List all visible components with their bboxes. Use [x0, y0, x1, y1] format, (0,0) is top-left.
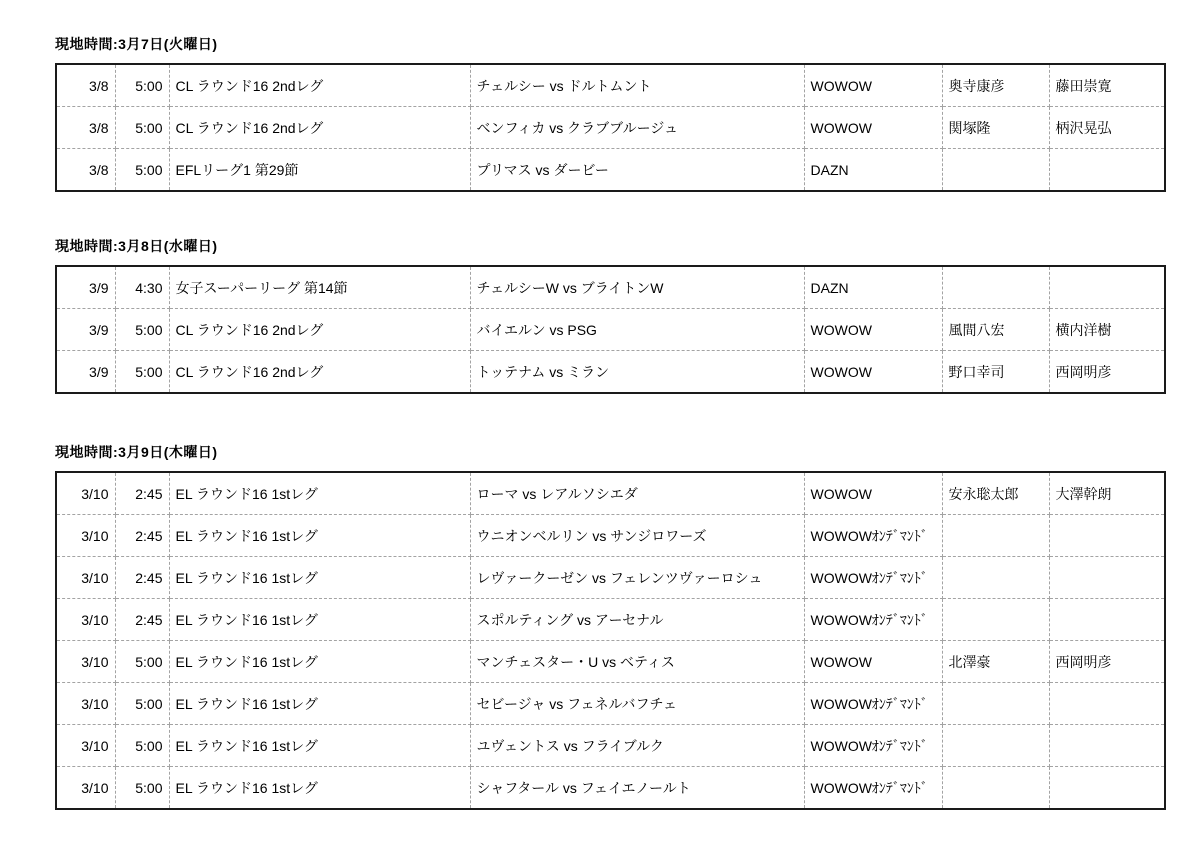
- schedule-table-mar9: [55, 471, 1166, 810]
- schedule-row: [56, 725, 1165, 767]
- schedule-row: [56, 107, 1165, 149]
- broadcaster-cell: WOWOWｵﾝﾃﾞﾏﾝﾄﾞ: [804, 515, 942, 557]
- time-cell: 5:00: [115, 767, 169, 810]
- time-cell: 2:45: [115, 515, 169, 557]
- commentator-cell: [942, 767, 1049, 810]
- match-cell: ローマ vs レアルソシエダ: [470, 472, 804, 515]
- competition-cell: CL ラウンド16 2ndレグ: [169, 107, 470, 149]
- time-cell: 5:00: [115, 149, 169, 192]
- date-cell: 3/10: [56, 599, 115, 641]
- time-cell: 5:00: [115, 351, 169, 394]
- broadcaster-cell: WOWOW: [804, 309, 942, 351]
- commentator-cell: 野口幸司: [942, 351, 1049, 394]
- commentator-cell: [942, 266, 1049, 309]
- date-cell: 3/9: [56, 351, 115, 394]
- broadcaster-cell: WOWOWｵﾝﾃﾞﾏﾝﾄﾞ: [804, 557, 942, 599]
- competition-cell: EL ラウンド16 1stレグ: [169, 683, 470, 725]
- time-cell: 5:00: [115, 725, 169, 767]
- schedule-row: [56, 64, 1165, 107]
- commentator-cell: [942, 725, 1049, 767]
- broadcaster-cell: WOWOWｵﾝﾃﾞﾏﾝﾄﾞ: [804, 599, 942, 641]
- schedule-row: [56, 149, 1165, 192]
- announcer-cell: 西岡明彦: [1049, 351, 1165, 394]
- date-cell: 3/8: [56, 149, 115, 192]
- competition-cell: EL ラウンド16 1stレグ: [169, 641, 470, 683]
- competition-cell: CL ラウンド16 2ndレグ: [169, 351, 470, 394]
- competition-cell: CL ラウンド16 2ndレグ: [169, 64, 470, 107]
- announcer-cell: [1049, 266, 1165, 309]
- broadcaster-cell: WOWOWｵﾝﾃﾞﾏﾝﾄﾞ: [804, 725, 942, 767]
- match-cell: バイエルン vs PSG: [470, 309, 804, 351]
- commentator-cell: 関塚隆: [942, 107, 1049, 149]
- announcer-cell: [1049, 767, 1165, 810]
- announcer-cell: 大澤幹朗: [1049, 472, 1165, 515]
- schedule-row: [56, 767, 1165, 810]
- match-cell: シャフタール vs フェイエノールト: [470, 767, 804, 810]
- date-cell: 3/10: [56, 767, 115, 810]
- competition-cell: 女子スーパーリーグ 第14節: [169, 266, 470, 309]
- broadcaster-cell: DAZN: [804, 149, 942, 192]
- time-cell: 2:45: [115, 599, 169, 641]
- schedule-section-mar7: [55, 36, 1164, 192]
- schedule-row: [56, 351, 1165, 394]
- date-cell: 3/10: [56, 472, 115, 515]
- match-cell: チェルシーW vs ブライトンW: [470, 266, 804, 309]
- match-cell: トッテナム vs ミラン: [470, 351, 804, 394]
- schedule-row: [56, 683, 1165, 725]
- schedule-row: [56, 641, 1165, 683]
- commentator-cell: 安永聡太郎: [942, 472, 1049, 515]
- date-cell: 3/10: [56, 725, 115, 767]
- announcer-cell: 横内洋樹: [1049, 309, 1165, 351]
- date-cell: 3/8: [56, 107, 115, 149]
- broadcaster-cell: WOWOW: [804, 107, 942, 149]
- commentator-cell: 北澤豪: [942, 641, 1049, 683]
- announcer-cell: [1049, 599, 1165, 641]
- match-cell: チェルシー vs ドルトムント: [470, 64, 804, 107]
- competition-cell: CL ラウンド16 2ndレグ: [169, 309, 470, 351]
- date-cell: 3/8: [56, 64, 115, 107]
- schedule-row: [56, 472, 1165, 515]
- commentator-cell: [942, 149, 1049, 192]
- announcer-cell: 西岡明彦: [1049, 641, 1165, 683]
- time-cell: 5:00: [115, 683, 169, 725]
- match-cell: ベンフィカ vs クラブブルージュ: [470, 107, 804, 149]
- competition-cell: EL ラウンド16 1stレグ: [169, 767, 470, 810]
- announcer-cell: 藤田崇寛: [1049, 64, 1165, 107]
- schedule-section-mar8: [55, 238, 1164, 394]
- date-cell: 3/10: [56, 641, 115, 683]
- commentator-cell: [942, 683, 1049, 725]
- competition-cell: EL ラウンド16 1stレグ: [169, 557, 470, 599]
- competition-cell: EL ラウンド16 1stレグ: [169, 725, 470, 767]
- broadcaster-cell: DAZN: [804, 266, 942, 309]
- announcer-cell: 柄沢晃弘: [1049, 107, 1165, 149]
- time-cell: 5:00: [115, 641, 169, 683]
- match-cell: スポルティング vs アーセナル: [470, 599, 804, 641]
- announcer-cell: [1049, 149, 1165, 192]
- local-time-heading: 現地時間:3月9日(木曜日): [55, 444, 218, 460]
- date-cell: 3/10: [56, 683, 115, 725]
- commentator-cell: [942, 557, 1049, 599]
- broadcaster-cell: WOWOW: [804, 472, 942, 515]
- schedule-table-mar8: [55, 265, 1166, 394]
- announcer-cell: [1049, 557, 1165, 599]
- commentator-cell: 奥寺康彦: [942, 64, 1049, 107]
- time-cell: 5:00: [115, 64, 169, 107]
- date-cell: 3/10: [56, 557, 115, 599]
- time-cell: 5:00: [115, 107, 169, 149]
- local-time-heading: 現地時間:3月8日(水曜日): [55, 238, 218, 254]
- competition-cell: EL ラウンド16 1stレグ: [169, 599, 470, 641]
- time-cell: 2:45: [115, 472, 169, 515]
- schedule-table-mar7: [55, 63, 1166, 192]
- match-cell: マンチェスター・U vs ベティス: [470, 641, 804, 683]
- time-cell: 5:00: [115, 309, 169, 351]
- competition-cell: EL ラウンド16 1stレグ: [169, 515, 470, 557]
- broadcaster-cell: WOWOW: [804, 351, 942, 394]
- time-cell: 2:45: [115, 557, 169, 599]
- schedule-row: [56, 599, 1165, 641]
- date-cell: 3/10: [56, 515, 115, 557]
- commentator-cell: 風間八宏: [942, 309, 1049, 351]
- date-cell: 3/9: [56, 266, 115, 309]
- match-cell: ウニオンベルリン vs サンジロワーズ: [470, 515, 804, 557]
- commentator-cell: [942, 599, 1049, 641]
- schedule-section-mar9: [55, 444, 1164, 810]
- match-cell: ユヴェントス vs フライブルク: [470, 725, 804, 767]
- commentator-cell: [942, 515, 1049, 557]
- announcer-cell: [1049, 725, 1165, 767]
- announcer-cell: [1049, 515, 1165, 557]
- announcer-cell: [1049, 683, 1165, 725]
- broadcaster-cell: WOWOW: [804, 64, 942, 107]
- broadcaster-cell: WOWOWｵﾝﾃﾞﾏﾝﾄﾞ: [804, 683, 942, 725]
- competition-cell: EFLリーグ1 第29節: [169, 149, 470, 192]
- time-cell: 4:30: [115, 266, 169, 309]
- competition-cell: EL ラウンド16 1stレグ: [169, 472, 470, 515]
- schedule-row: [56, 266, 1165, 309]
- broadcaster-cell: WOWOW: [804, 641, 942, 683]
- broadcaster-cell: WOWOWｵﾝﾃﾞﾏﾝﾄﾞ: [804, 767, 942, 810]
- schedule-row: [56, 309, 1165, 351]
- match-cell: レヴァークーゼン vs フェレンツヴァーロシュ: [470, 557, 804, 599]
- local-time-heading: 現地時間:3月7日(火曜日): [55, 36, 218, 52]
- date-cell: 3/9: [56, 309, 115, 351]
- schedule-row: [56, 557, 1165, 599]
- match-cell: セビージャ vs フェネルバフチェ: [470, 683, 804, 725]
- schedule-row: [56, 515, 1165, 557]
- match-cell: プリマス vs ダービー: [470, 149, 804, 192]
